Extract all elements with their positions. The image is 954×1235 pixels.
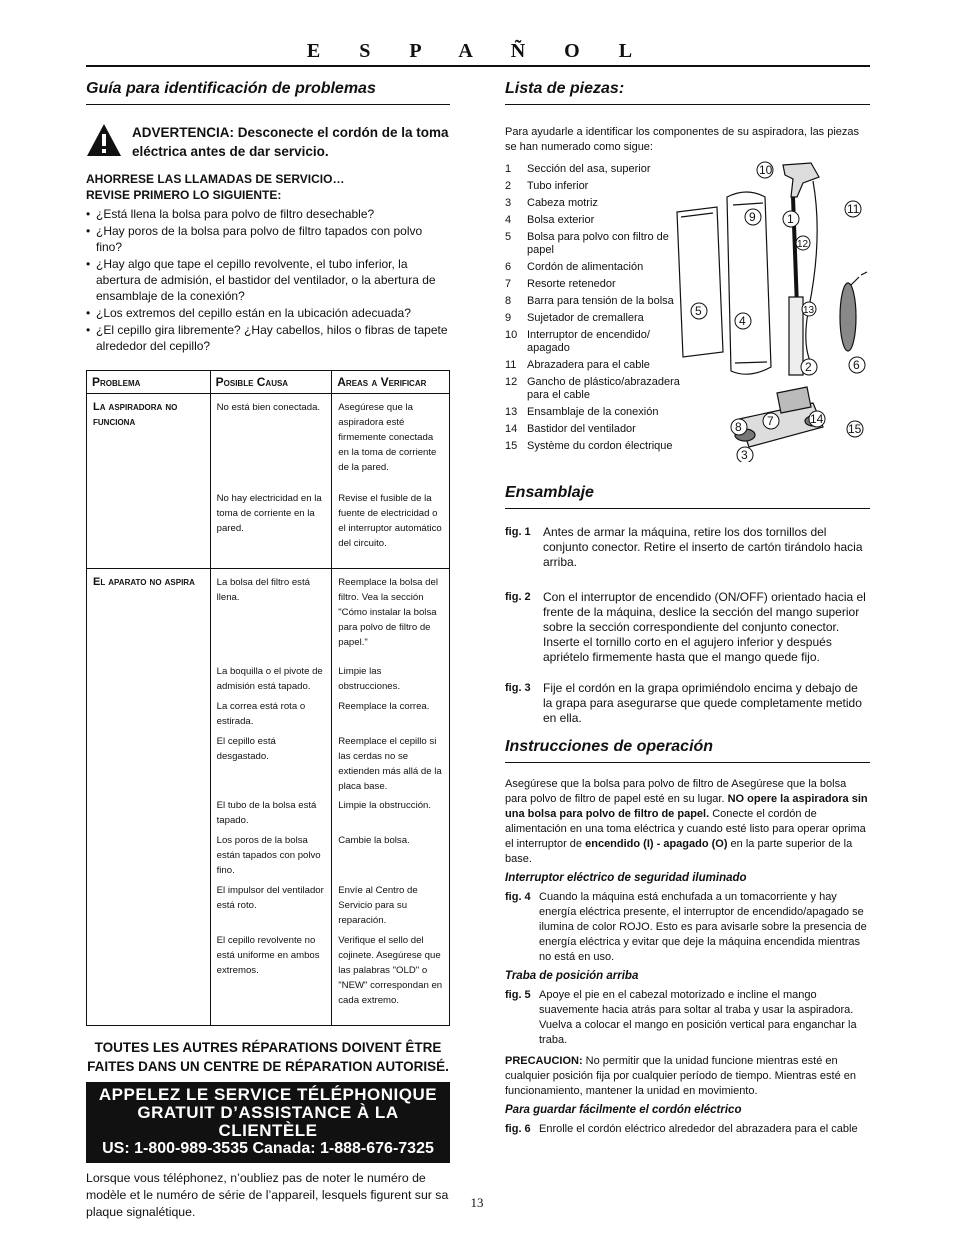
- left-column: [86, 80, 450, 1221]
- callout-1: [783, 211, 799, 227]
- cause-text: No hay electricidad en la toma de corriente en la pared.: [216, 493, 322, 534]
- svg-text:9: 9: [749, 210, 756, 224]
- banner-phones: US: 1-800-989-3535 Canada: 1-888-676-7325: [102, 1140, 434, 1157]
- callout-13: [802, 302, 816, 316]
- svg-text:5: 5: [695, 304, 702, 318]
- callout-10: [757, 162, 773, 178]
- check-text: Cambie la bolsa.: [338, 835, 410, 846]
- vacuum-parts-diagram: [673, 157, 873, 462]
- cause-text: La bolsa del filtro está llena.: [216, 577, 310, 603]
- list-item: 1 Sección del asa, superior: [505, 163, 651, 175]
- warning-block: [86, 123, 450, 161]
- list-item: 10 Interruptor de encendido/ apagado: [505, 329, 650, 354]
- list-item: 4 Bolsa exterior: [505, 214, 595, 226]
- fig-label: fig. 2: [505, 591, 531, 603]
- cause-text: El cepillo está desgastado.: [216, 736, 276, 762]
- assembly-step: [505, 681, 870, 726]
- fig-text: Cuando la máquina está enchufada a un tomacorriente y hay energía eléctrica presente, el interruptor de encendido/apagado se ilumina de color ROJO. Esto es para avisarle sobre la presencia de energía eléctrica y evitar que deje la máquina encendida mientras no está en uso.: [539, 891, 867, 963]
- check-text: Asegúrese que la aspiradora esté firmemente conectada en la toma de corriente de la pared.: [338, 402, 437, 473]
- svg-text:13: 13: [803, 305, 815, 316]
- callout-line-2: REVISE PRIMERO LO SIGUIENTE:: [86, 188, 282, 202]
- fig6-row: [505, 1122, 870, 1137]
- fig-label: fig. 5: [505, 989, 531, 1001]
- fig-text: Antes de armar la máquina, retire los dos tornillos del conjunto conector. Retire el inserto de cartón tirándolo hacia arriba.: [543, 525, 863, 569]
- svg-text:10: 10: [759, 163, 773, 177]
- callout-15: [847, 421, 863, 437]
- cord-subheading: Para guardar fácilmente el cordón eléctrico: [505, 1104, 742, 1116]
- header-check: Areas a Verificar: [332, 371, 450, 394]
- callout-14: [809, 411, 825, 427]
- list-item: 8 Barra para tensión de la bolsa: [505, 295, 674, 307]
- fig-label: fig. 1: [505, 526, 531, 538]
- table-row: [87, 569, 450, 1026]
- troubleshooting-table: [86, 370, 450, 1026]
- list-item: 2 Tubo inferior: [505, 180, 589, 192]
- check-text: Revise el fusible de la fuente de electricidad o el interruptor automático del circuito.: [338, 493, 442, 549]
- fig5-row: [505, 988, 870, 1048]
- list-item: 11 Abrazadera para el cable: [505, 359, 650, 371]
- cause-text: El tubo de la bolsa está tapado.: [216, 800, 317, 826]
- fig-text: Fije el cordón en la grapa oprimiéndolo encima y debajo de la grapa para asegurarse que quede completamente metido en ella.: [543, 681, 862, 725]
- check-text: Limpie la obstrucción.: [338, 800, 432, 811]
- cause-text: El cepillo revolvente no está uniforme en ambos extremos.: [216, 935, 320, 976]
- assembly-step: [505, 525, 870, 570]
- phone-note: Lorsque vous téléphonez, n’oubliez pas de noter le numéro de modèle et le numéro de série de l’appareil, lesquels figurent sur sa plaque signalétique.: [86, 1171, 449, 1219]
- troubleshooting-heading: Guía para identificación de problemas: [86, 80, 450, 105]
- checks-list: [86, 206, 450, 354]
- check-item: • ¿Hay poros de la bolsa para polvo de filtro tapados con polvo fino?: [86, 223, 450, 255]
- fig-text: Apoye el pie en el cabezal motorizado e incline el mango suavemente hacia atrás para soltar al traba y usar la aspiradora. Vuelva a colocar el mango en posición vertical para enganchar la traba.: [539, 989, 857, 1046]
- top-rule: [86, 65, 870, 67]
- check-text: Envíe al Centro de Servicio para su reparación.: [338, 885, 418, 926]
- check-cell: [332, 569, 450, 1026]
- svg-text:12: 12: [797, 239, 809, 250]
- check-item: • ¿Está llena la bolsa para polvo de filtro desechable?: [86, 206, 450, 222]
- caution-note: PRECAUCION: No permitir que la unidad funcione mientras esté en cualquier posición fija por cualquier período de tiempo. Mientras esté en funcionamiento, mantener la unidad en movimiento.: [505, 1055, 856, 1097]
- cause-cell: [210, 394, 332, 569]
- cause-cell: [210, 569, 332, 1026]
- list-item: 12 Gancho de plástico/abrazadera para el cable: [505, 376, 680, 401]
- banner-line-2: GRATUIT D’ASSISTANCE À LA CLIENTÈLE: [137, 1103, 399, 1140]
- header-cause: Posible Causa: [210, 371, 332, 394]
- svg-text:15: 15: [848, 422, 862, 436]
- check-text: Reemplace la bolsa del filtro. Vea la sección "Cómo instalar la bolsa para polvo de filtro de papel.": [338, 577, 438, 648]
- check-text: Reemplace el cepillo si las cerdas no se extienden más allá de la placa base.: [338, 736, 442, 792]
- svg-text:6: 6: [853, 358, 860, 372]
- service-callout: [86, 171, 450, 203]
- check-item: • ¿Los extremos del cepillo están en la ubicación adecuada?: [86, 305, 450, 321]
- callout-2: [801, 359, 817, 375]
- parts-intro: Para ayudarle a identificar los componentes de su aspiradora, las piezas se han numerado como sigue:: [505, 126, 860, 153]
- svg-text:11: 11: [847, 202, 860, 216]
- list-item: 13 Ensamblaje de la conexión: [505, 406, 659, 418]
- language-title: E S P A Ñ O L: [306, 40, 650, 62]
- callout-8: [731, 419, 747, 435]
- fig-text: Enrolle el cordón eléctrico alrededor del abrazadera para el cable: [539, 1123, 858, 1135]
- problem-cell: El aparato no aspira: [87, 569, 211, 1026]
- check-item: • ¿Hay algo que tape el cepillo revolvente, el tubo inferior, la abertura de admisión, el bastidor del ventilador, o la abertura de ensamblaje de la conexión?: [86, 256, 450, 304]
- list-item: 15 Système du cordon électrique: [505, 440, 673, 452]
- list-item: 6 Cordón de alimentación: [505, 261, 644, 273]
- fig4-row: [505, 890, 870, 965]
- fig-text: Con el interruptor de encendido (ON/OFF) orientado hacia el frente de la máquina, deslice la sección del mango superior sobre la sección correspondiente del conjunto conector. Inserte el tornillo corto en el agujero inferior y después apriételo firmemente hasta que el mango quede fijo.: [543, 590, 866, 664]
- table-header-row: [87, 371, 450, 394]
- svg-text:7: 7: [767, 414, 774, 428]
- cause-text: El impulsor del ventilador está roto.: [216, 885, 324, 911]
- callout-12: [796, 236, 810, 250]
- switch-subheading: Interruptor eléctrico de seguridad iluminado: [505, 872, 747, 884]
- parts-heading: Lista de piezas:: [505, 80, 870, 105]
- callout-4: [735, 313, 751, 329]
- lock-subheading: Traba de posición arriba: [505, 970, 639, 982]
- table-row: [87, 394, 450, 569]
- parts-list: [505, 163, 695, 453]
- list-item: 3 Cabeza motriz: [505, 197, 598, 209]
- cause-text: La correa está rota o estirada.: [216, 701, 306, 727]
- svg-text:2: 2: [805, 360, 812, 374]
- callout-3: [737, 447, 753, 462]
- svg-text:3: 3: [741, 448, 748, 462]
- authorized-repair-notice: TOUTES LES AUTRES RÉPARATIONS DOIVENT ÊTRE FAITES DANS UN CENTRE DE RÉPARATION AUTORISÉ.: [87, 1040, 449, 1074]
- header-problem: Problema: [87, 371, 211, 394]
- operation-intro: Asegúrese que la bolsa para polvo de filtro de Asegúrese que la bolsa para polvo de filtro de papel esté en su lugar. NO opere la aspiradora sin una bolsa para polvo de filtro de papel. Conecte el cordón de alimentación en una toma eléctrica y cuando esté listo para operar oprima el interruptor de encendido (I) - apagado (O) en la parte superior de la base.: [505, 778, 868, 865]
- list-item: 7 Resorte retenedor: [505, 278, 616, 290]
- fig-label: fig. 6: [505, 1123, 531, 1135]
- check-text: Verifique el sello del cojinete. Asegúrese que las palabras "OLD" o "NEW" correspondan en cada extremo.: [338, 935, 443, 1006]
- warning-text: ADVERTENCIA: Desconecte el cordón de la toma eléctrica antes de dar servicio.: [132, 125, 449, 159]
- callout-line-1: AHORRESE LAS LLAMADAS DE SERVICIO…: [86, 172, 345, 186]
- callout-5: [691, 303, 707, 319]
- callout-7: [763, 413, 779, 429]
- cause-text: La boquilla o el pivote de admisión está tapado.: [216, 666, 323, 692]
- page-number: 13: [470, 1195, 484, 1210]
- problem-cell: La aspiradora no funciona: [87, 394, 211, 569]
- right-column: [505, 80, 870, 1137]
- assembly-step: [505, 590, 870, 665]
- check-item: • ¿El cepillo gira libremente? ¿Hay cabellos, hilos o fibras de tapete alrededor del cepillo?: [86, 322, 450, 354]
- service-phone-banner: [86, 1082, 450, 1163]
- list-item: 9 Sujetador de cremallera: [505, 312, 644, 324]
- parts-section: [505, 163, 870, 468]
- check-text: Limpie las obstrucciones.: [338, 666, 401, 692]
- svg-text:4: 4: [739, 314, 746, 328]
- svg-text:14: 14: [810, 412, 824, 426]
- callout-6: [849, 357, 865, 373]
- callout-11: [845, 201, 861, 217]
- svg-text:1: 1: [787, 212, 794, 226]
- cause-text: No está bien conectada.: [216, 402, 321, 413]
- check-cell: [332, 394, 450, 569]
- callout-9: [745, 209, 761, 225]
- warning-icon: [86, 123, 122, 157]
- banner-line-1: APPELEZ LE SERVICE TÉLÉPHONIQUE: [98, 1085, 438, 1104]
- fig-label: fig. 3: [505, 682, 531, 694]
- fig-label: fig. 4: [505, 891, 531, 903]
- list-item: 14 Bastidor del ventilador: [505, 423, 636, 435]
- cause-text: Los poros de la bolsa están tapados con polvo fino.: [216, 835, 321, 876]
- assembly-heading: Ensamblaje: [505, 484, 870, 509]
- list-item: 5 Bolsa para polvo con filtro de papel: [505, 231, 669, 256]
- svg-text:8: 8: [735, 420, 742, 434]
- check-text: Reemplace la correa.: [338, 701, 430, 712]
- operation-heading: Instrucciones de operación: [505, 738, 870, 763]
